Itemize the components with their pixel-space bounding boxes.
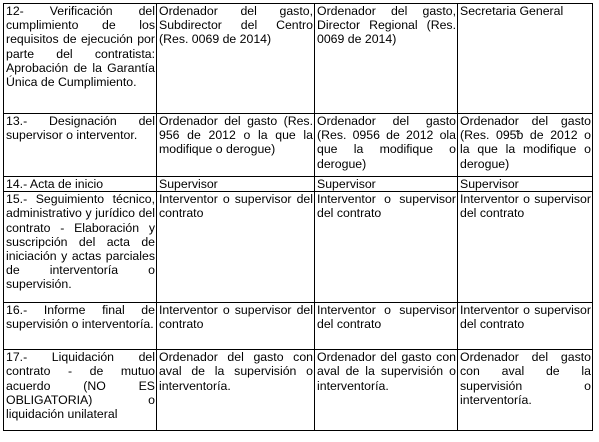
responsible-center-cell: Supervisor (157, 177, 315, 192)
responsible-general-cell: Interventor o supervisor del contrato (458, 192, 593, 303)
responsible-general-cell: Ordenador del gasto con aval de la supervisión o interventoría. (458, 350, 593, 431)
responsible-regional-cell: Ordenador del gasto con aval de la supervisión o interventoría. (315, 350, 458, 431)
responsible-general-cell: Ordenador del gasto (Res. 095ᵬ de 2012 o la que la modifique o derogue) (458, 114, 593, 177)
activity-cell: 17.- Liquidación del contrato - de mutuo acuerdo (NO ES OBLIGATORIA) o liquidación unilateral (4, 350, 157, 431)
responsible-regional-cell: Supervisor (315, 177, 458, 192)
responsible-center-cell: Ordenador del gasto, Subdirector del Centro (Res. 0069 de 2014) (157, 4, 315, 114)
table-row (4, 303, 593, 350)
responsible-regional-cell: Interventor o supervisor del contrato (315, 303, 458, 350)
table-row (4, 177, 593, 192)
responsible-center-cell: Interventor o supervisor del contrato (157, 303, 315, 350)
table-row (4, 114, 593, 177)
table-row (4, 4, 593, 114)
responsibility-table (3, 3, 593, 431)
responsible-general-cell: Supervisor (458, 177, 593, 192)
activity-cell: 14.- Acta de inicio (4, 177, 157, 192)
activity-cell: 12- Verificación del cumplimiento de los requisitos de ejecución por parte del contratista: Aprobación de la Garantía Única de Cumplimiento. (4, 4, 157, 114)
table-row (4, 350, 593, 431)
table-row (4, 192, 593, 303)
responsible-regional-cell: Ordenador del gasto (Res. 0956 de 2012 ola que la modifique o derogue) (315, 114, 458, 177)
activity-cell: 16.- Informe final de supervisión o interventoría. (4, 303, 157, 350)
activity-cell: 13.- Designación del supervisor o interventor. (4, 114, 157, 177)
responsible-regional-cell: Interventor o supervisor del contrato (315, 192, 458, 303)
responsible-center-cell: Ordenador del gasto con aval de la supervisión o interventoría. (157, 350, 315, 431)
responsible-general-cell: Interventor o supervisor del contrato (458, 303, 593, 350)
activity-cell: 15.- Seguimiento técnico, administrativo y jurídico del contrato - Elaboración y suscripción del acta de iniciación y actas parciales de interventoría o supervisión. (4, 192, 157, 303)
responsible-regional-cell: Ordenador del gasto, Director Regional (Res. 0069 de 2014) (315, 4, 458, 114)
responsible-center-cell: Ordenador del gasto (Res. 956 de 2012 o la que la modifique o derogue) (157, 114, 315, 177)
responsible-general-cell: Secretaria General (458, 4, 593, 114)
responsible-center-cell: Interventor o supervisor del contrato (157, 192, 315, 303)
